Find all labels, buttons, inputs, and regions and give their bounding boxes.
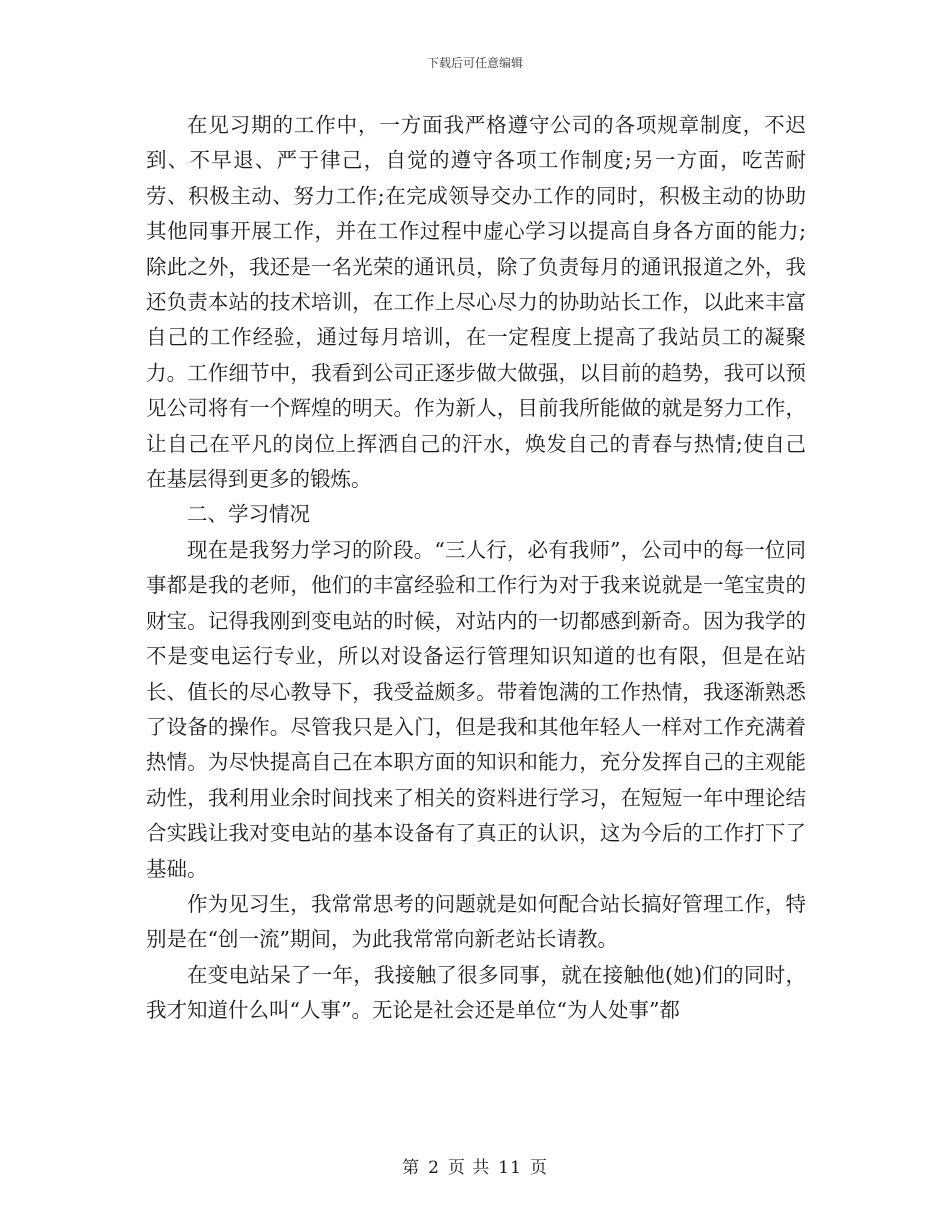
page-footer <box>0 1153 950 1178</box>
document-body <box>146 108 806 1029</box>
footer-current-page: 2 <box>428 1158 440 1178</box>
paragraph-colleagues: 在变电站呆了一年，我接触了很多同事，就在接触他(她)们的同时，我才知道什么叫“人事”。无论是社会还是单位“为人处事”都 <box>146 962 806 1023</box>
page-header: 下载后可任意编辑 <box>426 56 523 70</box>
paragraph-trainee-reflection: 作为见习生，我常常思考的问题就是如何配合站长搞好管理工作，特别是在“创一流”期间，为此我常常向新老站长请教。 <box>146 891 806 952</box>
footer-suffix: 页 <box>529 1158 548 1178</box>
footer-prefix: 第 <box>402 1158 421 1178</box>
section-heading-study: 二、学习情况 <box>187 502 310 527</box>
footer-middle: 页 共 <box>447 1158 491 1178</box>
paragraph-study-situation: 现在是我努力学习的阶段。“三人行，必有我师”，公司中的每一位同事都是我的老师，他们的丰富经验和工作行为对于我来说就是一笔宝贵的财宝。记得我刚到变电站的时候，对站内的一切都感到新奇。因为我学的不是变电运行专业，所以对设备运行管理知识知道的也有限，但是在站长、值长的尽心教导下，我受益颇多。带着饱满的工作热情，我逐渐熟悉了设备的操作。尽管我只是入门，但是我和其他年轻人一样对工作充满着热情。为尽快提高自己在本职方面的知识和能力，充分发挥自己的主观能动性，我利用业余时间找来了相关的资料进行学习，在短短一年中理论结合实践让我对变电站的基本设备有了真正的认识，这为今后的工作打下了基础。 <box>146 537 806 881</box>
footer-total-pages: 11 <box>498 1158 522 1178</box>
paragraph-internship-work: 在见习期的工作中，一方面我严格遵守公司的各项规章制度，不迟到、不早退、严于律己，自觉的遵守各项工作制度;另一方面，吃苦耐劳、积极主动、努力工作;在完成领导交办工作的同时，积极主动的协助其他同事开展工作，并在工作过程中虚心学习以提高自身各方面的能力;除此之外，我还是一名光荣的通讯员，除了负责每月的通讯报道之外，我还负责本站的技术培训，在工作上尽心尽力的协助站长工作，以此来丰富自己的工作经验，通过每月培训，在一定程度上提高了我站员工的凝聚力。工作细节中，我看到公司正逐步做大做强，以目前的趋势，我可以预见公司将有一个辉煌的明天。作为新人，目前我所能做的就是努力工作，让自己在平凡的岗位上挥洒自己的汗水，焕发自己的青春与热情;使自己在基层得到更多的锻炼。 <box>146 113 806 492</box>
